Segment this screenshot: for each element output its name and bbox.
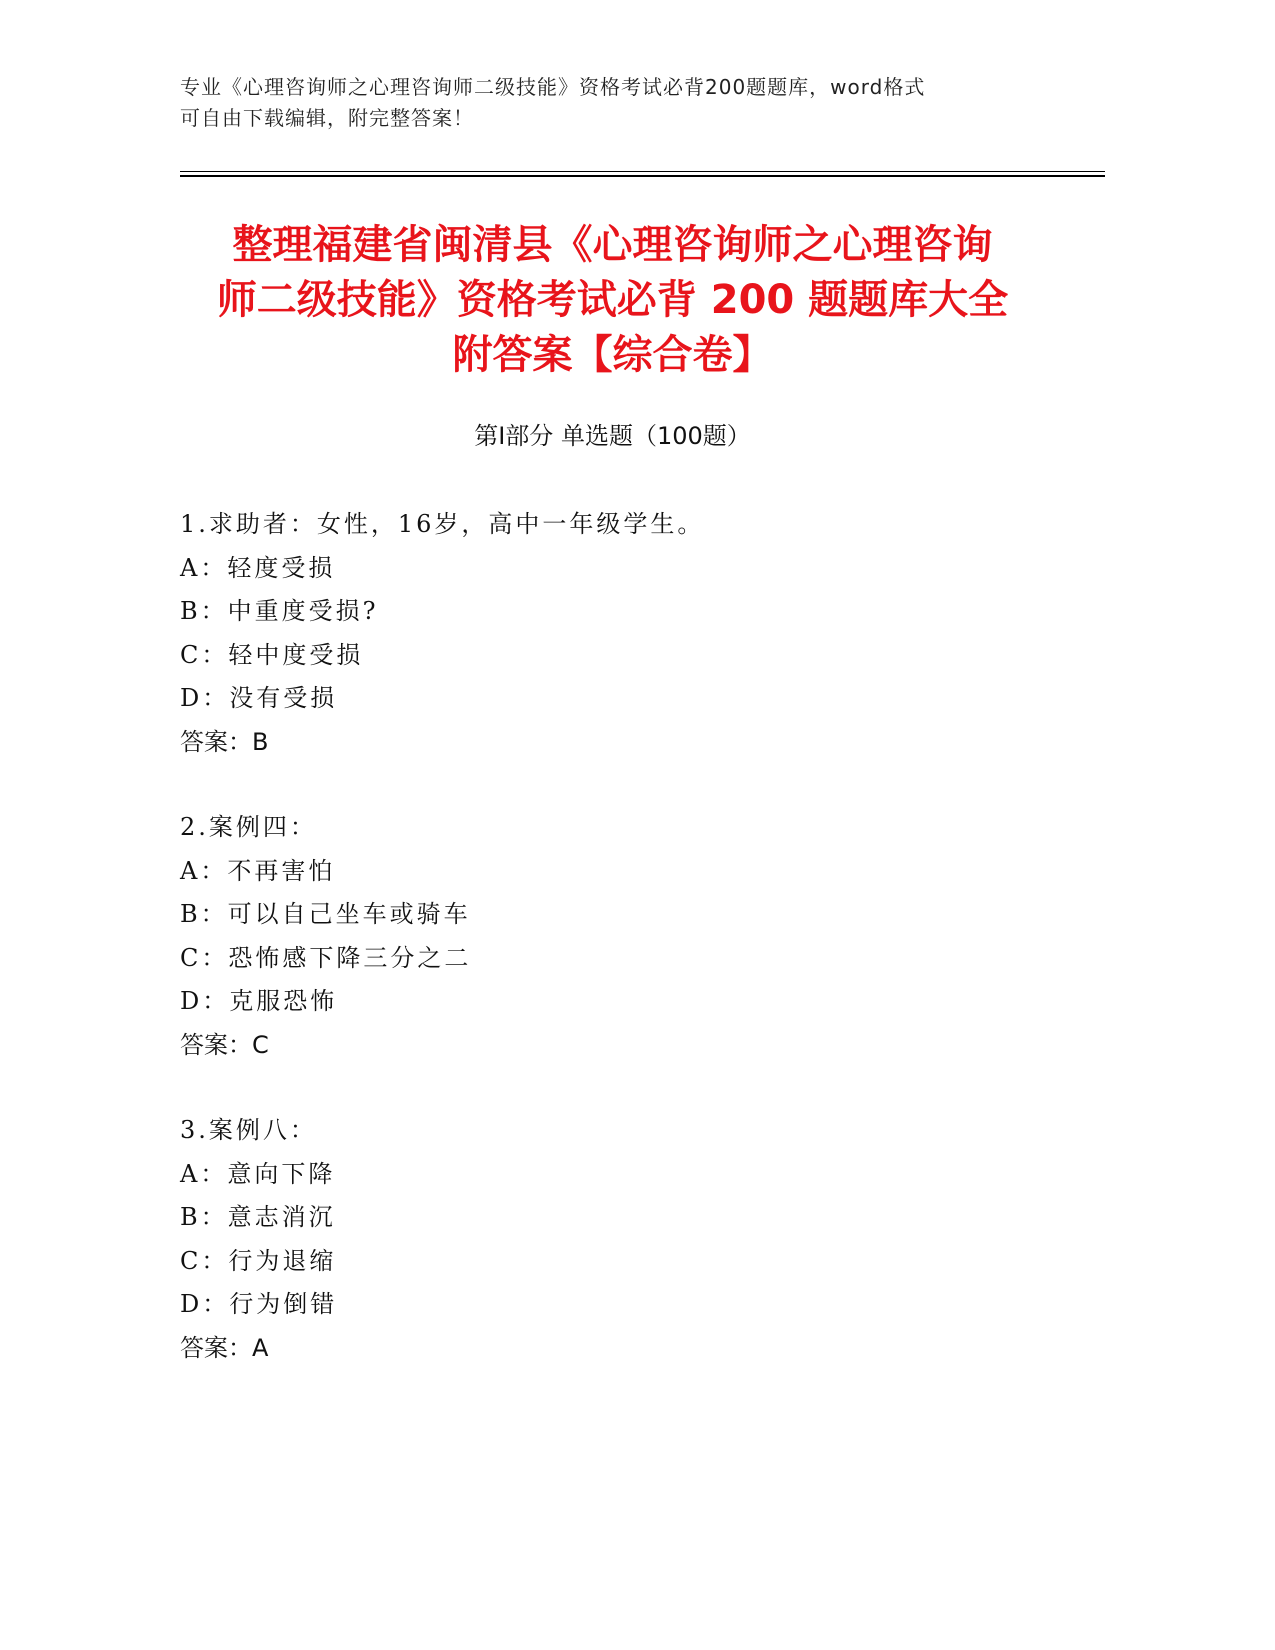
option-d: D：没有受损 — [180, 684, 338, 712]
title-line-1: 整理福建省闽清县《心理咨询师之心理咨询 — [232, 222, 993, 268]
option-b: B：中重度受损? — [180, 597, 379, 625]
option-b: B：可以自己坐车或骑车 — [180, 900, 471, 928]
question-list — [180, 503, 1060, 1412]
option-c: C：轻中度受损 — [180, 640, 364, 669]
answer-line: 答案：C — [180, 1030, 269, 1059]
option-b: B：意志消沉 — [180, 1203, 336, 1231]
section-heading: 第Ⅰ部分 单选题（100题） — [474, 422, 751, 450]
option-a: A：轻度受损 — [180, 553, 336, 582]
header-divider-thick — [180, 175, 1105, 177]
option-c: C：行为退缩 — [180, 1246, 337, 1275]
option-d: D：行为倒错 — [180, 1290, 338, 1318]
header-note-line-2: 可自由下载编辑，附完整答案！ — [180, 106, 474, 130]
answer-line: 答案：B — [180, 727, 269, 756]
option-d: D：克服恐怖 — [180, 987, 338, 1015]
header-note — [180, 72, 1060, 134]
question-stem: 1.求助者：女性，16岁，高中一年级学生。 — [180, 510, 705, 538]
title-line-2: 师二级技能》资格考试必背 200 题题库大全 — [216, 277, 1009, 323]
header-divider-thin — [180, 171, 1105, 172]
question-item — [180, 1109, 1060, 1370]
title-line-3: 附答案【综合卷】 — [452, 332, 773, 378]
question-item — [180, 503, 1060, 764]
question-item — [180, 806, 1060, 1067]
document-title — [180, 218, 1045, 383]
header-note-line-1: 专业《心理咨询师之心理咨询师二级技能》资格考试必背200题题库，word格式 — [180, 75, 926, 99]
question-stem: 2.案例四： — [180, 813, 317, 841]
option-a: A：不再害怕 — [180, 856, 336, 885]
option-a: A：意向下降 — [180, 1159, 336, 1188]
option-c: C：恐怖感下降三分之二 — [180, 943, 472, 972]
question-stem: 3.案例八： — [180, 1116, 317, 1144]
answer-line: 答案：A — [180, 1333, 269, 1362]
